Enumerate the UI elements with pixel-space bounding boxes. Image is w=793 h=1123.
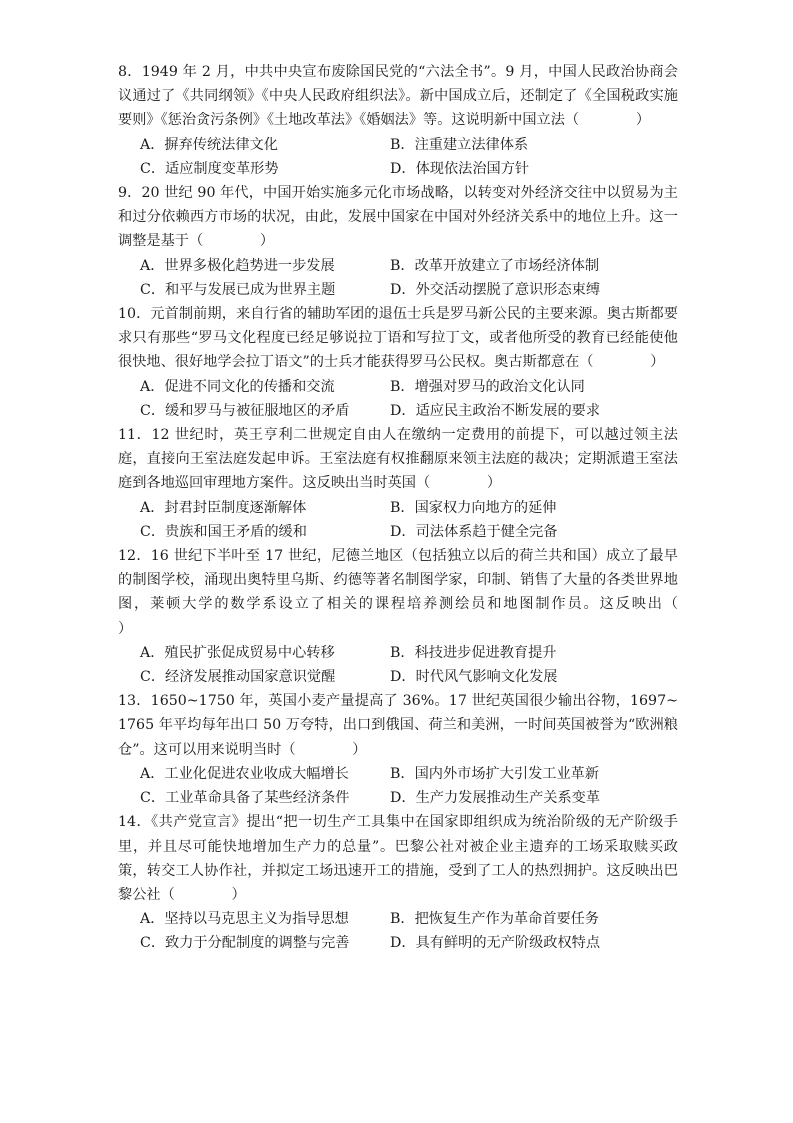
option-d: D．具有鲜明的无产阶级政权特点 bbox=[390, 935, 601, 952]
option-c: C．贵族和国王矛盾的缓和 bbox=[140, 523, 307, 540]
option-a: A．坚持以马克思主义为指导思想 bbox=[140, 911, 349, 928]
option-b: B．把恢复生产作为革命首要任务 bbox=[390, 911, 600, 928]
question-14 bbox=[118, 810, 678, 955]
option-a: A．世界多极化趋势进一步发展 bbox=[140, 257, 335, 274]
option-c: C．适应制度变革形势 bbox=[140, 160, 279, 177]
option-c: C．缓和罗马与被征服地区的矛盾 bbox=[140, 402, 350, 419]
question-stem: 10．元首制前期，来自行省的辅助军团的退伍士兵是罗马新公民的主要来源。奥古斯都要求只有那些“罗马文化程度已经足够说拉丁语和写拉丁文，或者他所受的教育已经能使他很快地、很好地学会拉丁语文”的士兵才能获得罗马公民权。奥古斯都意在（ ） bbox=[118, 306, 678, 371]
option-d: D．适应民主政治不断发展的要求 bbox=[390, 402, 601, 419]
answer-options bbox=[118, 133, 678, 181]
option-a: A．摒弃传统法律文化 bbox=[140, 136, 278, 153]
question-stem: 12．16 世纪下半叶至 17 世纪，尼德兰地区（包括独立以后的荷兰共和国）成立了最早的制图学校，涌现出奥特里乌斯、约德等著名制图学家，印制、销售了大量的各类世界地图，莱顿大学的数学系设立了相关的课程培养测绘员和地图制作员。这反映出（ ） bbox=[118, 548, 735, 637]
question-9 bbox=[118, 181, 678, 302]
question-8 bbox=[118, 60, 678, 181]
question-stem: 9．20 世纪 90 年代，中国开始实施多元化市场战略，以转变对外经济交往中以贸易为主和过分依赖西方市场的状况，由此，发展中国家在中国对外经济关系中的地位上升。这一调整是基于（ ） bbox=[118, 185, 678, 250]
option-c: C．致力于分配制度的调整与完善 bbox=[140, 935, 350, 952]
option-d: D．生产力发展推动生产关系变革 bbox=[390, 790, 601, 807]
option-d: D．体现依法治国方针 bbox=[390, 160, 530, 177]
option-a: A．殖民扩张促成贸易中心转移 bbox=[140, 644, 335, 661]
option-a: A．封君封臣制度逐渐解体 bbox=[140, 499, 307, 516]
option-b: B．改革开放建立了市场经济体制 bbox=[390, 257, 600, 274]
answer-options bbox=[118, 254, 678, 302]
option-b: B．国内外市场扩大引发工业革新 bbox=[390, 765, 600, 782]
option-d: D．时代风气影响文化发展 bbox=[390, 669, 558, 686]
option-a: A．工业化促进农业收成大幅增长 bbox=[140, 765, 349, 782]
question-stem: 8．1949 年 2 月，中共中央宣布废除国民党的“六法全书”。9 月，中国人民政治协商会议通过了《共同纲领》《中央人民政府组织法》。新中国成立后，还制定了《全国税政实施要则》《惩治贪污条例》《土地改革法》《婚姻法》等。这说明新中国立法（ ） bbox=[118, 64, 678, 129]
question-stem: 13．1650~1750 年，英国小麦产量提高了 36%。17 世纪英国很少输出谷物，1697~1765 年平均每年出口 50 万夸特，出口到俄国、荷兰和美洲，一时间英国被誉为“欧洲粮仓”。这可以用来说明当时（ ） bbox=[118, 693, 678, 758]
option-b: B．增强对罗马的政治文化认同 bbox=[390, 378, 585, 395]
option-b: B．国家权力向地方的延伸 bbox=[390, 499, 557, 516]
option-b: B．注重建立法律体系 bbox=[390, 136, 529, 153]
option-c: C．经济发展推动国家意识觉醒 bbox=[140, 669, 336, 686]
option-c: C．和平与发展已成为世界主题 bbox=[140, 281, 336, 298]
question-stem: 11．12 世纪时，英王亨利二世规定自由人在缴纳一定费用的前提下，可以越过领主法庭，直接向王室法庭发起申诉。王室法庭有权推翻原来领主法庭的裁决；定期派遣王室法庭到各地巡回审理地方案件。这反映出当时英国（ ） bbox=[118, 427, 678, 492]
question-list bbox=[118, 60, 735, 956]
option-c: C．工业革命具备了某些经济条件 bbox=[140, 790, 350, 807]
option-a: A．促进不同文化的传播和交流 bbox=[140, 378, 335, 395]
option-d: D．司法体系趋于健全完备 bbox=[390, 523, 558, 540]
answer-options bbox=[118, 496, 678, 544]
option-b: B．科技进步促进教育提升 bbox=[390, 644, 557, 661]
question-13 bbox=[118, 689, 678, 810]
question-12 bbox=[118, 544, 735, 689]
answer-options bbox=[118, 375, 678, 423]
option-d: D．外交活动摆脱了意识形态束缚 bbox=[390, 281, 601, 298]
answer-options bbox=[118, 907, 678, 955]
answer-options bbox=[118, 641, 678, 689]
question-stem: 14．《共产党宣言》提出“把一切生产工具集中在国家即组织成为统治阶级的无产阶级手里，并且尽可能快地增加生产力的总量”。巴黎公社对被企业主遗弃的工场采取赎买政策，转交工人协作社，并拟定工场迅速开工的措施，受到了工人的热烈拥护。这反映出巴黎公社（ ） bbox=[118, 814, 678, 903]
answer-options bbox=[118, 762, 678, 810]
question-10 bbox=[118, 302, 678, 423]
question-11 bbox=[118, 423, 678, 544]
